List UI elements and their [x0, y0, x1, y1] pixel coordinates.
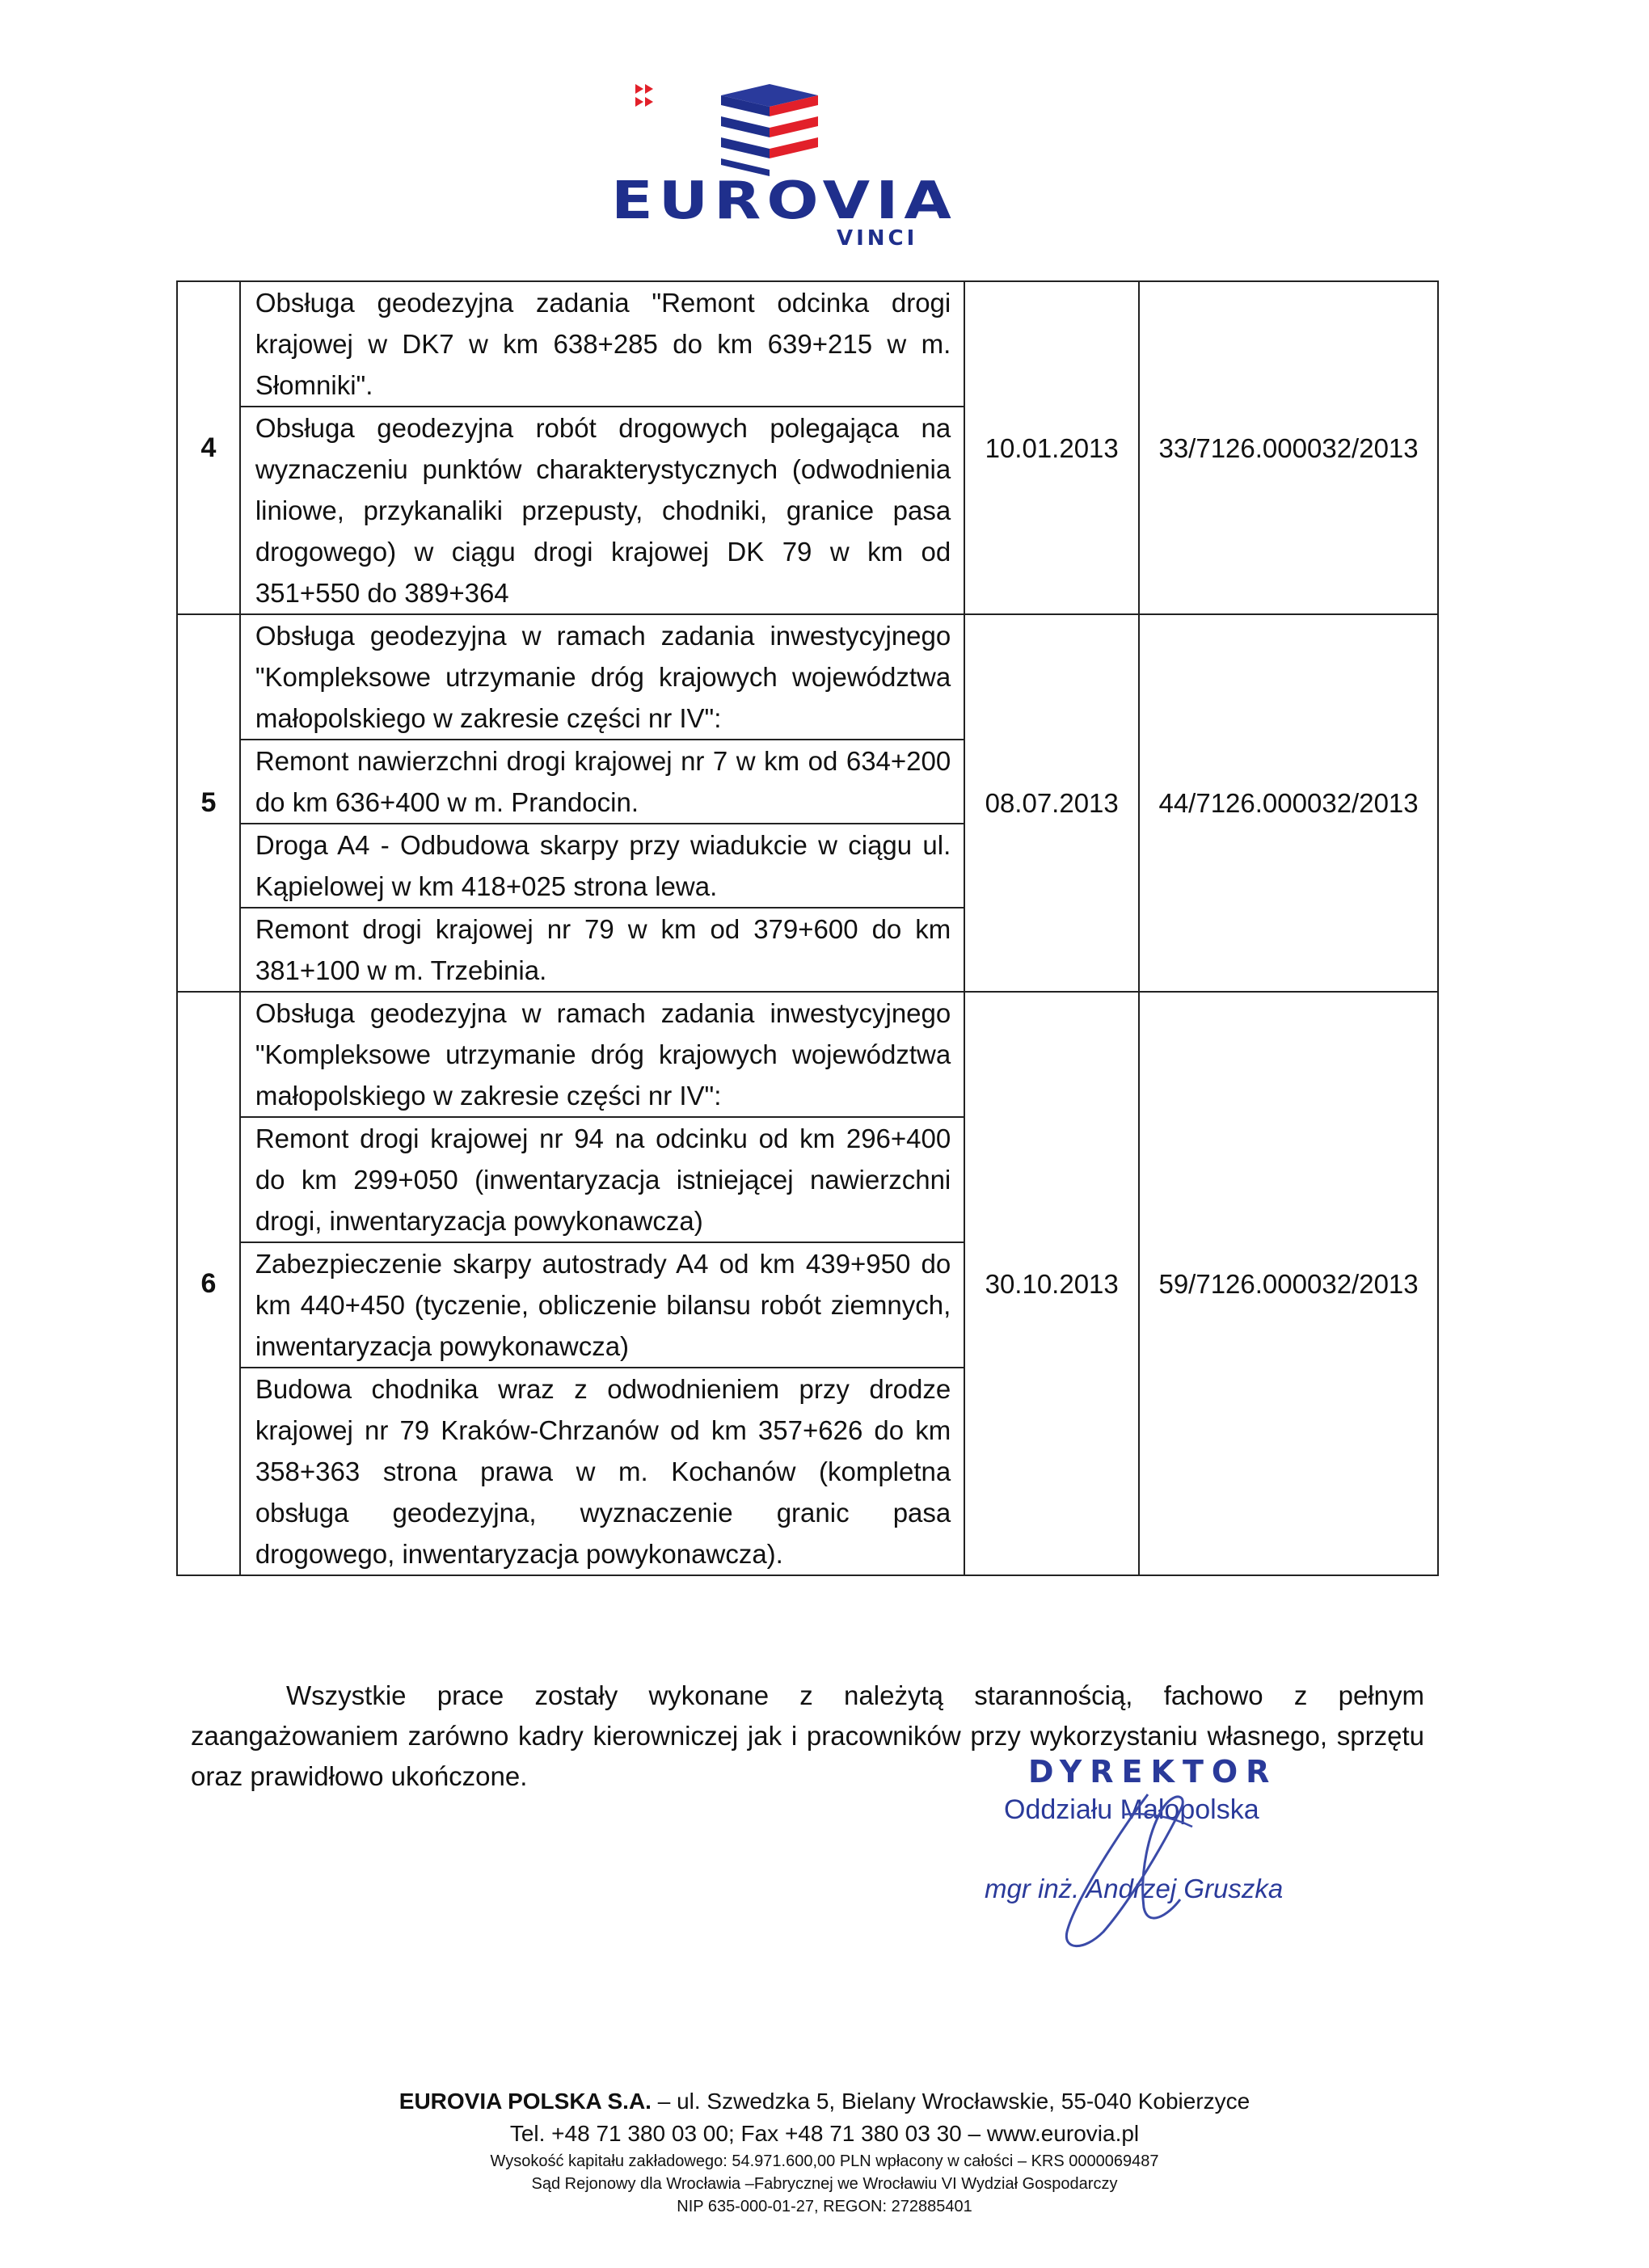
vinci-cross-icon — [630, 81, 658, 113]
stamp-name: mgr inż. Andrzej Gruszka — [985, 1874, 1284, 1903]
works-table — [176, 280, 1439, 1576]
footer-contact: Tel. +48 71 380 03 00; Fax +48 71 380 03 30 – www.eurovia.pl — [509, 2121, 1140, 2146]
row-number: 6 — [177, 992, 240, 1575]
footer-capital: Wysokość kapitału zakładowego: 54.971.600,00 PLN wpłacony w całości – KRS 0000069487 — [490, 2152, 1159, 2170]
row-description — [240, 992, 964, 1575]
company-footer — [0, 2085, 1649, 2218]
row-date: 10.01.2013 — [964, 281, 1139, 614]
list-item: Obsługa geodezyjna w ramach zadania inwestycyjnego "Kompleksowe utrzymanie dróg krajowych województwa małopolskiego w zakresie części nr IV": — [255, 998, 951, 1111]
table-row — [177, 614, 1438, 992]
closing-paragraph: Wszystkie prace zostały wykonane z należytą starannością, fachowo z pełnym zaangażowaniem zarówno kadry kierowniczej jak i pracowników przy wykorzystaniu własnego, sprzętu oraz prawidłowo ukończone. — [191, 1680, 1424, 1791]
table-row — [177, 281, 1438, 614]
footer-ids: NIP 635-000-01-27, REGON: 272885401 — [677, 2198, 972, 2215]
row-number: 5 — [177, 614, 240, 992]
row-description — [240, 281, 964, 614]
list-item: Remont nawierzchni drogi krajowej nr 7 w km od 634+200 do km 636+400 w m. Prandocin. — [241, 739, 964, 823]
logo-wordmark: EUROVIA — [611, 171, 957, 231]
row-date: 08.07.2013 — [964, 614, 1139, 992]
list-item: Remont drogi krajowej nr 79 w km od 379+600 do km 381+100 w m. Trzebinia. — [241, 907, 964, 991]
eurovia-emblem-icon — [630, 81, 970, 178]
list-item: Zabezpieczenie skarpy autostrady A4 od km 439+950 do km 440+450 (tyczenie, obliczenie bilansu robót ziemnych, inwentaryzacja powykonawcza) — [241, 1241, 964, 1367]
list-item: Remont drogi krajowej nr 94 na odcinku od km 296+400 do km 299+050 (inwentaryzacja istniejącej nawierzchni drogi, inwentaryzacja powykonawcza) — [241, 1116, 964, 1241]
footer-company: EUROVIA POLSKA S.A. — [399, 2089, 652, 2114]
footer-address-line — [0, 2085, 1649, 2118]
list-item: Obsługa geodezyjna zadania "Remont odcinka drogi krajowej w DK7 w km 638+285 do km 639+215 w m. Słomniki". — [255, 288, 951, 400]
row-reference: 59/7126.000032/2013 — [1139, 992, 1438, 1575]
row-number: 4 — [177, 281, 240, 614]
list-item: Budowa chodnika wraz z odwodnieniem przy drodze krajowej nr 79 Kraków-Chrzanów od km 357+626 do km 358+363 strona prawa w m. Kochanów (kompletna obsługa geodezyjna, wyznaczenie granic pasa drogowego, inwentaryzacja powykonawcza). — [241, 1367, 964, 1575]
row-date: 30.10.2013 — [964, 992, 1139, 1575]
footer-address: – ul. Szwedzka 5, Bielany Wrocławskie, 55-040 Kobierzyce — [651, 2089, 1250, 2114]
company-logo — [611, 81, 970, 251]
stamp-subtitle: Oddziału Małopolska — [1004, 1794, 1259, 1825]
list-item: Droga A4 - Odbudowa skarpy przy wiadukcie w ciągu ul. Kąpielowej w km 418+025 strona lewa. — [241, 823, 964, 907]
list-item: Obsługa geodezyjna robót drogowych polegająca na wyznaczeniu punktów charakterystycznych (odwodnienia liniowe, przykanaliki przepusty, chodniki, granice pasa drogowego) w ciągu drogi krajowej DK 79 w km od 351+550 do 389+364 — [241, 406, 964, 613]
table-row — [177, 992, 1438, 1575]
row-description — [240, 614, 964, 992]
row-reference: 44/7126.000032/2013 — [1139, 614, 1438, 992]
logo-vinci-text: VINCI — [837, 226, 918, 251]
list-item: Obsługa geodezyjna w ramach zadania inwestycyjnego "Kompleksowe utrzymanie dróg krajowych województwa małopolskiego w zakresie części nr IV": — [255, 621, 951, 733]
stamp-title: DYREKTOR — [1028, 1754, 1278, 1790]
footer-court: Sąd Rejonowy dla Wrocławia –Fabrycznej we Wrocławiu VI Wydział Gospodarczy — [531, 2175, 1118, 2193]
row-reference: 33/7126.000032/2013 — [1139, 281, 1438, 614]
signature-icon — [1027, 1778, 1237, 1964]
